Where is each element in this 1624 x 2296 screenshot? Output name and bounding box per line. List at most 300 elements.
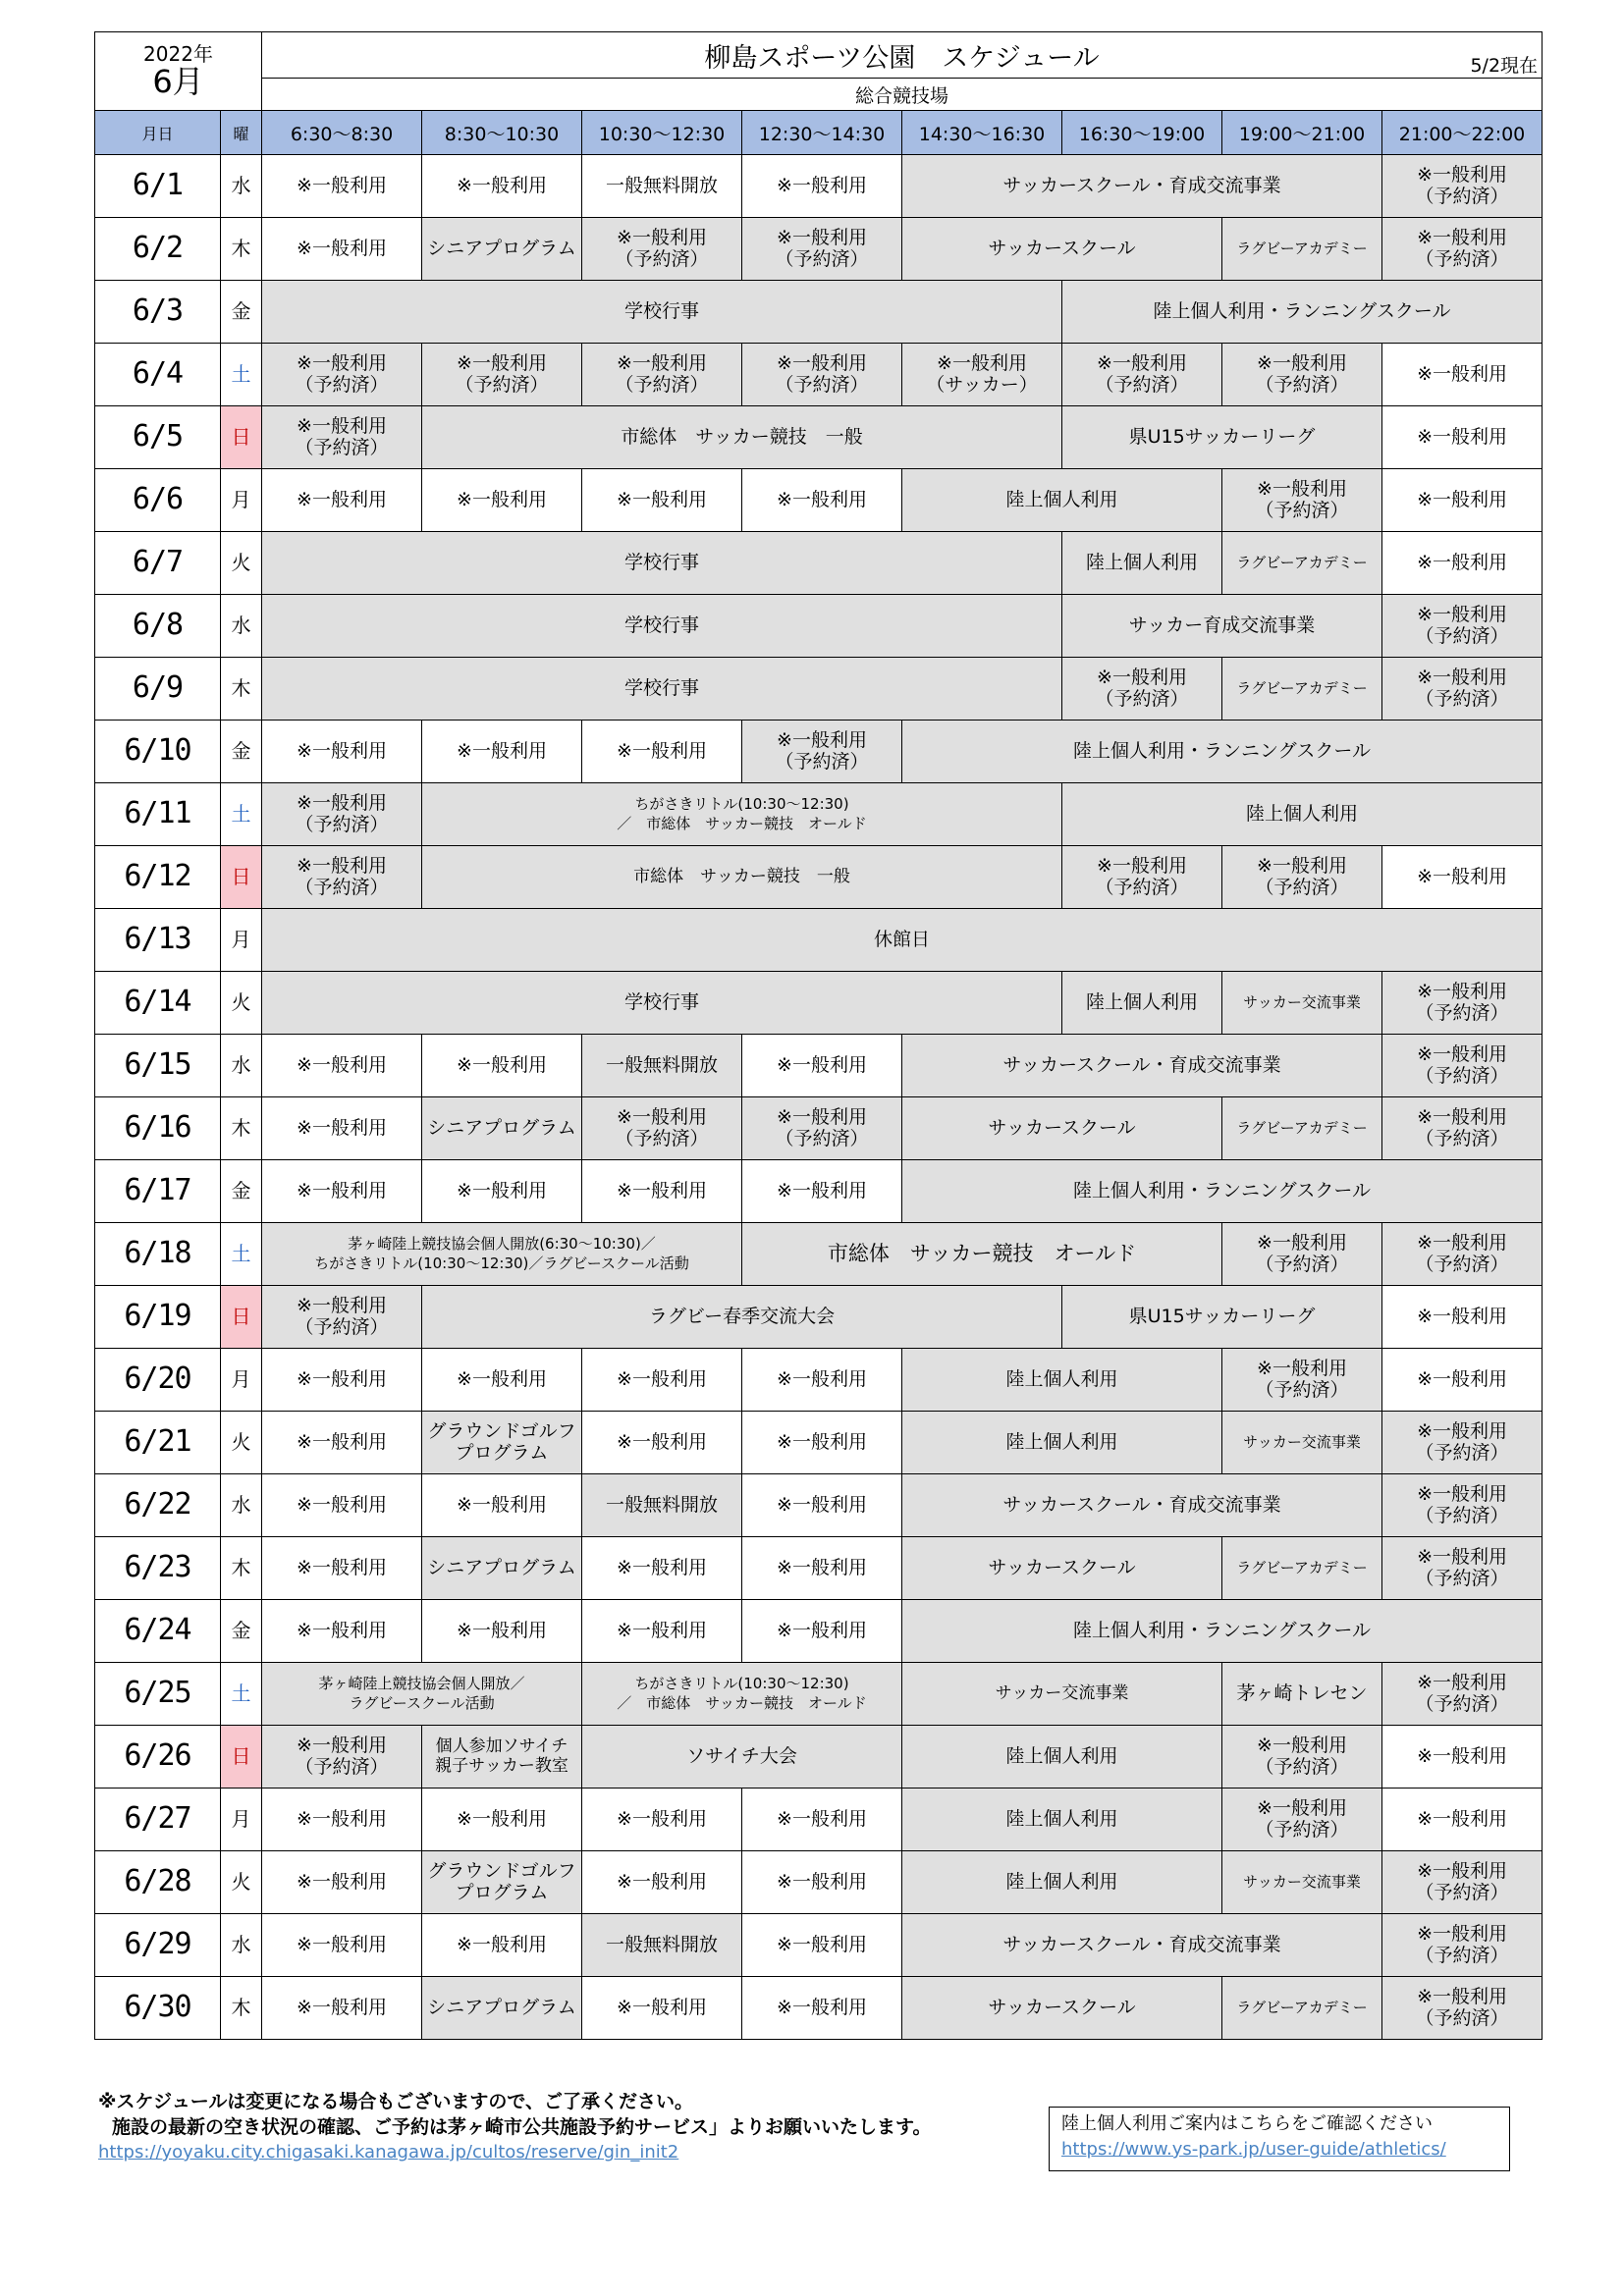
schedule-cell <box>262 1789 422 1851</box>
date-cell: 6/16 <box>95 1097 221 1160</box>
time-slot-header: 12:30～14:30 <box>742 111 902 155</box>
table-row <box>95 1663 1543 1726</box>
table-row <box>95 1223 1543 1286</box>
schedule-cell <box>262 1286 422 1349</box>
schedule-cell <box>902 469 1222 532</box>
schedule-cell <box>742 344 902 406</box>
schedule-cell-text: ※一般利用 <box>297 1179 387 1201</box>
table-row <box>95 1789 1543 1851</box>
schedule-cell-text: ※一般利用 <box>777 1619 867 1641</box>
weekday-cell: 土 <box>221 783 262 846</box>
table-row <box>95 721 1543 783</box>
schedule-cell <box>582 1160 742 1223</box>
schedule-cell <box>262 218 422 281</box>
schedule-cell-text: （予約済） <box>295 876 389 898</box>
schedule-cell <box>742 1035 902 1097</box>
schedule-cell-text: （予約済） <box>1415 624 1509 647</box>
schedule-cell <box>1382 1286 1543 1349</box>
schedule-cell-text: ※一般利用 <box>1257 351 1347 374</box>
schedule-cell-text: ※一般利用 <box>777 1807 867 1830</box>
schedule-cell-text: ※一般利用 <box>1417 1482 1507 1505</box>
schedule-cell-text: （予約済） <box>1255 1818 1349 1841</box>
schedule-cell <box>902 1789 1222 1851</box>
schedule-cell <box>582 1349 742 1412</box>
schedule-cell-text: シニアプログラム <box>427 1996 576 2018</box>
schedule-cell <box>742 1349 902 1412</box>
schedule-cell-text: ※一般利用 <box>617 351 707 374</box>
date-cell: 6/12 <box>95 846 221 909</box>
schedule-cell-text: （予約済） <box>1415 1504 1509 1526</box>
schedule-cell-text: ※一般利用 <box>777 226 867 248</box>
schedule-cell-text: （予約済） <box>1415 1944 1509 1966</box>
schedule-cell <box>742 155 902 218</box>
schedule-cell <box>1382 1726 1543 1789</box>
schedule-cell <box>902 1914 1382 1977</box>
date-cell: 6/2 <box>95 218 221 281</box>
schedule-cell-text: ※一般利用 <box>457 1493 547 1516</box>
schedule-cell <box>1382 1663 1543 1726</box>
weekday-cell: 日 <box>221 1286 262 1349</box>
schedule-cell-text: ちがさきリトル(10:30～12:30)／ラグビースクール活動 <box>314 1254 689 1272</box>
schedule-cell <box>422 1412 582 1474</box>
schedule-cell-text: ※一般利用 <box>297 854 387 877</box>
schedule-cell-text: ※一般利用 <box>1417 1105 1507 1128</box>
weekday-cell: 水 <box>221 1474 262 1537</box>
schedule-cell-text: ※一般利用 <box>777 1105 867 1128</box>
schedule-cell <box>262 658 1062 721</box>
schedule-cell <box>742 1851 902 1914</box>
schedule-cell-text: シニアプログラム <box>427 1116 576 1139</box>
schedule-cell-text: ※一般利用 <box>617 1367 707 1390</box>
date-cell: 6/8 <box>95 595 221 658</box>
schedule-cell-text: ※一般利用 <box>1417 163 1507 186</box>
schedule-cell <box>1222 1851 1382 1914</box>
schedule-cell-text: グラウンドゴルフ <box>427 1859 576 1882</box>
schedule-cell <box>742 1474 902 1537</box>
schedule-cell-text: ※一般利用 <box>457 174 547 196</box>
col-date-header: 月日 <box>95 111 221 155</box>
schedule-cell-text: ※一般利用 <box>457 1179 547 1201</box>
schedule-cell <box>1062 344 1222 406</box>
schedule-cell <box>422 1474 582 1537</box>
schedule-cell <box>1062 595 1382 658</box>
schedule-cell-text: 陸上個人利用・ランニングスクール <box>1073 1619 1372 1641</box>
schedule-cell <box>1382 595 1543 658</box>
schedule-cell <box>1062 846 1222 909</box>
schedule-cell-text: ※一般利用 <box>297 1430 387 1453</box>
month-label: 6月 <box>152 62 204 100</box>
schedule-cell <box>1062 406 1382 469</box>
table-row <box>95 1851 1543 1914</box>
schedule-cell <box>582 1726 902 1789</box>
schedule-cell <box>1382 155 1543 218</box>
reservation-link[interactable]: https://yoyaku.city.chigasaki.kanagawa.jp/cultos/reserve/gin_init2 <box>98 2142 679 2163</box>
schedule-cell-text: ※一般利用 <box>777 1996 867 2018</box>
schedule-cell <box>262 1474 422 1537</box>
schedule-cell-text: シニアプログラム <box>427 1556 576 1578</box>
schedule-cell-text: プログラム <box>455 1881 549 1903</box>
schedule-cell <box>1382 532 1543 595</box>
schedule-cell <box>422 1851 582 1914</box>
date-cell: 6/1 <box>95 155 221 218</box>
schedule-cell <box>582 1600 742 1663</box>
date-cell: 6/19 <box>95 1286 221 1349</box>
schedule-cell <box>1222 972 1382 1035</box>
schedule-cell <box>582 1412 742 1474</box>
schedule-cell <box>1382 469 1543 532</box>
schedule-cell-text: ※一般利用 <box>1417 1419 1507 1442</box>
schedule-cell-text: 市総体 サッカー競技 一般 <box>633 866 850 886</box>
schedule-cell-text: （予約済） <box>1415 185 1509 207</box>
schedule-cell-text: 陸上個人利用 <box>1005 1807 1118 1830</box>
weekday-cell: 土 <box>221 1223 262 1286</box>
schedule-cell-text: ※一般利用 <box>617 1105 707 1128</box>
schedule-cell-text: （予約済） <box>775 750 869 773</box>
date-cell: 6/10 <box>95 721 221 783</box>
schedule-cell-text: サッカースクール・育成交流事業 <box>1002 174 1281 196</box>
schedule-cell-text: ※一般利用 <box>297 791 387 814</box>
schedule-cell-text: （予約済） <box>1255 373 1349 396</box>
schedule-cell-text: ※一般利用 <box>1417 551 1507 573</box>
year-month-cell <box>95 32 262 111</box>
athletics-guide-link[interactable]: https://www.ys-park.jp/user-guide/athletics/ <box>1061 2139 1446 2160</box>
schedule-cell <box>582 1914 742 1977</box>
weekday-cell: 金 <box>221 281 262 344</box>
as-of-label: 5/2現在 <box>1470 55 1539 77</box>
weekday-cell: 金 <box>221 1600 262 1663</box>
schedule-cell <box>902 344 1062 406</box>
schedule-cell <box>422 846 1062 909</box>
schedule-cell-text: ※一般利用 <box>617 1996 707 2018</box>
weekday-cell: 火 <box>221 532 262 595</box>
schedule-cell <box>582 218 742 281</box>
schedule-cell <box>902 1663 1222 1726</box>
table-row <box>95 1349 1543 1412</box>
schedule-cell-text: ※一般利用 <box>777 1367 867 1390</box>
schedule-cell <box>1222 344 1382 406</box>
schedule-cell-text: ※一般利用 <box>777 1556 867 1578</box>
schedule-cell <box>1382 972 1543 1035</box>
schedule-cell-text: ※一般利用 <box>297 1734 387 1756</box>
table-row <box>95 1977 1543 2040</box>
col-dow-header: 曜 <box>221 111 262 155</box>
schedule-cell-text: ※一般利用 <box>1417 1744 1507 1767</box>
schedule-cell <box>742 1412 902 1474</box>
table-row <box>95 1726 1543 1789</box>
schedule-cell-text: （予約済） <box>1415 1253 1509 1275</box>
schedule-cell <box>422 344 582 406</box>
schedule-cell <box>1382 1412 1543 1474</box>
date-cell: 6/18 <box>95 1223 221 1286</box>
table-row <box>95 281 1543 344</box>
weekday-cell: 月 <box>221 909 262 972</box>
schedule-cell-text: 茅ヶ崎トレセン <box>1236 1682 1368 1704</box>
schedule-cell-text: （予約済） <box>1415 247 1509 270</box>
schedule-cell-text: ※一般利用 <box>777 1179 867 1201</box>
schedule-cell-text: 陸上個人利用・ランニングスクール <box>1073 739 1372 762</box>
date-cell: 6/27 <box>95 1789 221 1851</box>
schedule-cell <box>262 469 422 532</box>
schedule-cell-text: ※一般利用 <box>297 237 387 259</box>
footer-notes <box>98 2089 1041 2165</box>
schedule-cell <box>902 155 1382 218</box>
schedule-cell-text: サッカースクール・育成交流事業 <box>1002 1933 1281 1955</box>
table-row <box>95 1160 1543 1223</box>
schedule-cell-text: サッカー交流事業 <box>1243 1432 1361 1451</box>
schedule-cell-text: （予約済） <box>1415 1001 1509 1024</box>
schedule-cell-text: 学校行事 <box>623 990 699 1013</box>
schedule-cell <box>1062 783 1543 846</box>
schedule-cell-text: ※一般利用 <box>1417 362 1507 385</box>
time-slot-header: 21:00～22:00 <box>1382 111 1543 155</box>
date-cell: 6/25 <box>95 1663 221 1726</box>
schedule-cell-text: ※一般利用 <box>297 739 387 762</box>
schedule-cell-text: （予約済） <box>295 373 389 396</box>
schedule-cell <box>262 1223 742 1286</box>
schedule-cell-text: ※一般利用 <box>1417 226 1507 248</box>
schedule-cell-text: 茅ヶ崎陸上競技協会個人開放(6:30～10:30)／ <box>348 1235 656 1253</box>
weekday-cell: 木 <box>221 1537 262 1600</box>
schedule-cell-text: ※一般利用 <box>297 488 387 510</box>
schedule-cell-text: （予約済） <box>1415 1064 1509 1087</box>
schedule-cell-text: （予約済） <box>1095 687 1189 710</box>
schedule-cell <box>422 469 582 532</box>
schedule-cell-text: ※一般利用 <box>777 351 867 374</box>
schedule-cell-text: ※一般利用 <box>617 1430 707 1453</box>
schedule-cell-text: （予約済） <box>295 1755 389 1778</box>
schedule-cell <box>262 972 1062 1035</box>
schedule-cell-text: 県U15サッカーリーグ <box>1128 1305 1316 1327</box>
schedule-cell <box>902 1097 1222 1160</box>
schedule-cell-text: ※一般利用 <box>777 174 867 196</box>
time-slot-header: 16:30～19:00 <box>1062 111 1222 155</box>
schedule-cell-text: ※一般利用 <box>297 1619 387 1641</box>
schedule-cell <box>902 1160 1543 1223</box>
table-row <box>95 218 1543 281</box>
weekday-cell: 火 <box>221 1412 262 1474</box>
schedule-cell <box>422 406 1062 469</box>
schedule-cell-text: ラグビーアカデミー <box>1236 1118 1368 1137</box>
date-cell: 6/11 <box>95 783 221 846</box>
schedule-cell <box>902 1977 1222 2040</box>
schedule-cell <box>422 1914 582 1977</box>
schedule-cell-text: ※一般利用 <box>297 1556 387 1578</box>
weekday-cell: 土 <box>221 344 262 406</box>
schedule-cell-text: 陸上個人利用 <box>1005 488 1118 510</box>
schedule-cell-text: 陸上個人利用 <box>1246 802 1359 825</box>
weekday-cell: 木 <box>221 218 262 281</box>
table-row <box>95 406 1543 469</box>
table-row <box>95 1412 1543 1474</box>
schedule-cell <box>1382 344 1543 406</box>
weekday-cell: 木 <box>221 658 262 721</box>
schedule-cell-text: 県U15サッカーリーグ <box>1128 425 1316 448</box>
schedule-cell-text: ※一般利用 <box>1257 1357 1347 1379</box>
schedule-cell <box>742 1223 1222 1286</box>
date-cell: 6/13 <box>95 909 221 972</box>
schedule-cell-text: （予約済） <box>1415 1692 1509 1715</box>
schedule-cell-text: ※一般利用 <box>1097 351 1187 374</box>
schedule-cell-text: ※一般利用 <box>617 739 707 762</box>
schedule-cell-text: ※一般利用 <box>617 226 707 248</box>
schedule-cell-text: （予約済） <box>1415 1881 1509 1903</box>
schedule-cell-text: ※一般利用 <box>297 1870 387 1893</box>
schedule-cell-text: ※一般利用 <box>617 488 707 510</box>
header-row <box>95 111 1543 155</box>
schedule-cell <box>262 595 1062 658</box>
table-row <box>95 532 1543 595</box>
weekday-cell: 月 <box>221 1789 262 1851</box>
schedule-cell <box>422 1600 582 1663</box>
schedule-cell <box>1382 1537 1543 1600</box>
schedule-cell <box>1222 1663 1382 1726</box>
table-row <box>95 1537 1543 1600</box>
schedule-cell-text: （予約済） <box>1415 687 1509 710</box>
page-title: 柳島スポーツ公園 スケジュール <box>704 42 1100 74</box>
schedule-cell-text: ※一般利用 <box>1417 1367 1507 1390</box>
schedule-cell <box>1382 1223 1543 1286</box>
schedule-cell <box>742 1537 902 1600</box>
date-cell: 6/7 <box>95 532 221 595</box>
schedule-cell-text: ※一般利用 <box>1417 1042 1507 1065</box>
schedule-cell <box>902 721 1543 783</box>
schedule-cell-text: ※一般利用 <box>777 728 867 751</box>
schedule-cell-text: 学校行事 <box>623 676 699 699</box>
schedule-cell-text: ※一般利用 <box>297 1493 387 1516</box>
schedule-cell <box>1222 1977 1382 2040</box>
schedule-cell-text: （予約済） <box>615 373 709 396</box>
table-row <box>95 1600 1543 1663</box>
schedule-cell-text: （予約済） <box>615 247 709 270</box>
schedule-cell <box>582 1097 742 1160</box>
schedule-cell-text: ※一般利用 <box>1417 1671 1507 1693</box>
schedule-cell-text: ※一般利用 <box>457 739 547 762</box>
schedule-cell <box>262 155 422 218</box>
schedule-cell-text: ※一般利用 <box>1417 1922 1507 1945</box>
schedule-cell-text: 陸上個人利用 <box>1005 1870 1118 1893</box>
schedule-cell <box>902 1474 1382 1537</box>
schedule-cell <box>262 344 422 406</box>
schedule-cell-text: 個人参加ソサイチ <box>435 1735 568 1756</box>
schedule-cell-text: ※一般利用 <box>937 351 1027 374</box>
schedule-cell-text: （予約済） <box>1255 876 1349 898</box>
schedule-cell <box>262 721 422 783</box>
schedule-cell-text: ※一般利用 <box>1417 488 1507 510</box>
schedule-body <box>95 155 1543 2040</box>
date-cell: 6/26 <box>95 1726 221 1789</box>
schedule-cell <box>1382 218 1543 281</box>
schedule-cell <box>902 218 1222 281</box>
schedule-cell-text: ※一般利用 <box>777 1430 867 1453</box>
schedule-cell-text: ※一般利用 <box>457 1367 547 1390</box>
schedule-cell <box>742 1914 902 1977</box>
date-cell: 6/29 <box>95 1914 221 1977</box>
schedule-cell <box>1382 1349 1543 1412</box>
time-slot-header: 8:30～10:30 <box>422 111 582 155</box>
schedule-cell-text: ※一般利用 <box>617 1870 707 1893</box>
schedule-cell-text: ※一般利用 <box>297 1367 387 1390</box>
schedule-cell-text: ※一般利用 <box>777 1870 867 1893</box>
info-box-text: 陸上個人利用ご案内はこちらをご確認ください <box>1061 2113 1433 2134</box>
table-row <box>95 1286 1543 1349</box>
schedule-cell <box>1222 1537 1382 1600</box>
schedule-cell-text: ※一般利用 <box>297 1294 387 1316</box>
schedule-cell <box>742 1160 902 1223</box>
schedule-cell-text: ※一般利用 <box>297 1996 387 2018</box>
schedule-cell-text: 学校行事 <box>623 551 699 573</box>
schedule-cell-text: サッカースクール・育成交流事業 <box>1002 1053 1281 1076</box>
table-row <box>95 595 1543 658</box>
schedule-cell <box>1062 281 1543 344</box>
schedule-cell-text: 陸上個人利用・ランニングスクール <box>1153 299 1451 322</box>
schedule-cell-text: シニアプログラム <box>427 237 576 259</box>
schedule-cell <box>262 1035 422 1097</box>
weekday-cell: 水 <box>221 155 262 218</box>
date-cell: 6/15 <box>95 1035 221 1097</box>
schedule-cell-text: ※一般利用 <box>457 351 547 374</box>
schedule-cell <box>582 1537 742 1600</box>
table-row <box>95 658 1543 721</box>
schedule-cell <box>582 1663 902 1726</box>
schedule-cell-text: サッカー交流事業 <box>995 1682 1129 1703</box>
time-slot-header: 6:30～8:30 <box>262 111 422 155</box>
schedule-cell-text: （予約済） <box>775 373 869 396</box>
schedule-cell <box>422 1789 582 1851</box>
schedule-cell-text: サッカー交流事業 <box>1243 992 1361 1011</box>
schedule-cell-text: ラグビーアカデミー <box>1236 1998 1368 2016</box>
schedule-cell-text: （予約済） <box>1255 499 1349 521</box>
table-row <box>95 1474 1543 1537</box>
schedule-cell <box>422 1349 582 1412</box>
schedule-cell <box>262 532 1062 595</box>
schedule-cell-text: ※一般利用 <box>457 1933 547 1955</box>
schedule-cell <box>262 281 1062 344</box>
table-row <box>95 909 1543 972</box>
year-label: 2022年 <box>143 41 213 66</box>
schedule-cell <box>262 1663 582 1726</box>
date-cell: 6/9 <box>95 658 221 721</box>
weekday-cell: 日 <box>221 406 262 469</box>
schedule-cell <box>902 1537 1222 1600</box>
schedule-cell <box>1382 1977 1543 2040</box>
schedule-cell-text: （予約済） <box>1415 1441 1509 1464</box>
schedule-cell <box>262 1537 422 1600</box>
schedule-cell-text: （予約済） <box>1095 876 1189 898</box>
schedule-cell-text: ／ 市総体 サッカー競技 オールド <box>617 814 867 832</box>
weekday-cell: 火 <box>221 1851 262 1914</box>
schedule-cell <box>1222 1412 1382 1474</box>
time-slot-header: 19:00～21:00 <box>1222 111 1382 155</box>
schedule-cell-text: ラグビーアカデミー <box>1236 239 1368 257</box>
schedule-cell <box>1062 972 1222 1035</box>
table-row <box>95 155 1543 218</box>
schedule-cell-text: ※一般利用 <box>617 1556 707 1578</box>
schedule-cell-text: ※一般利用 <box>297 351 387 374</box>
date-cell: 6/14 <box>95 972 221 1035</box>
schedule-cell-text: ラグビーアカデミー <box>1236 678 1368 697</box>
schedule-cell-text: （予約済） <box>1095 373 1189 396</box>
schedule-cell <box>262 1726 422 1789</box>
schedule-cell <box>902 1600 1543 1663</box>
weekday-cell: 土 <box>221 1663 262 1726</box>
schedule-cell-text: ※一般利用 <box>617 1619 707 1641</box>
schedule-cell-text: ※一般利用 <box>457 1807 547 1830</box>
schedule-cell-text: ※一般利用 <box>1417 980 1507 1002</box>
table-row <box>95 1914 1543 1977</box>
info-box <box>1049 2107 1510 2171</box>
schedule-cell-text: （予約済） <box>1255 1378 1349 1401</box>
schedule-cell-text: 一般無料開放 <box>605 174 718 196</box>
